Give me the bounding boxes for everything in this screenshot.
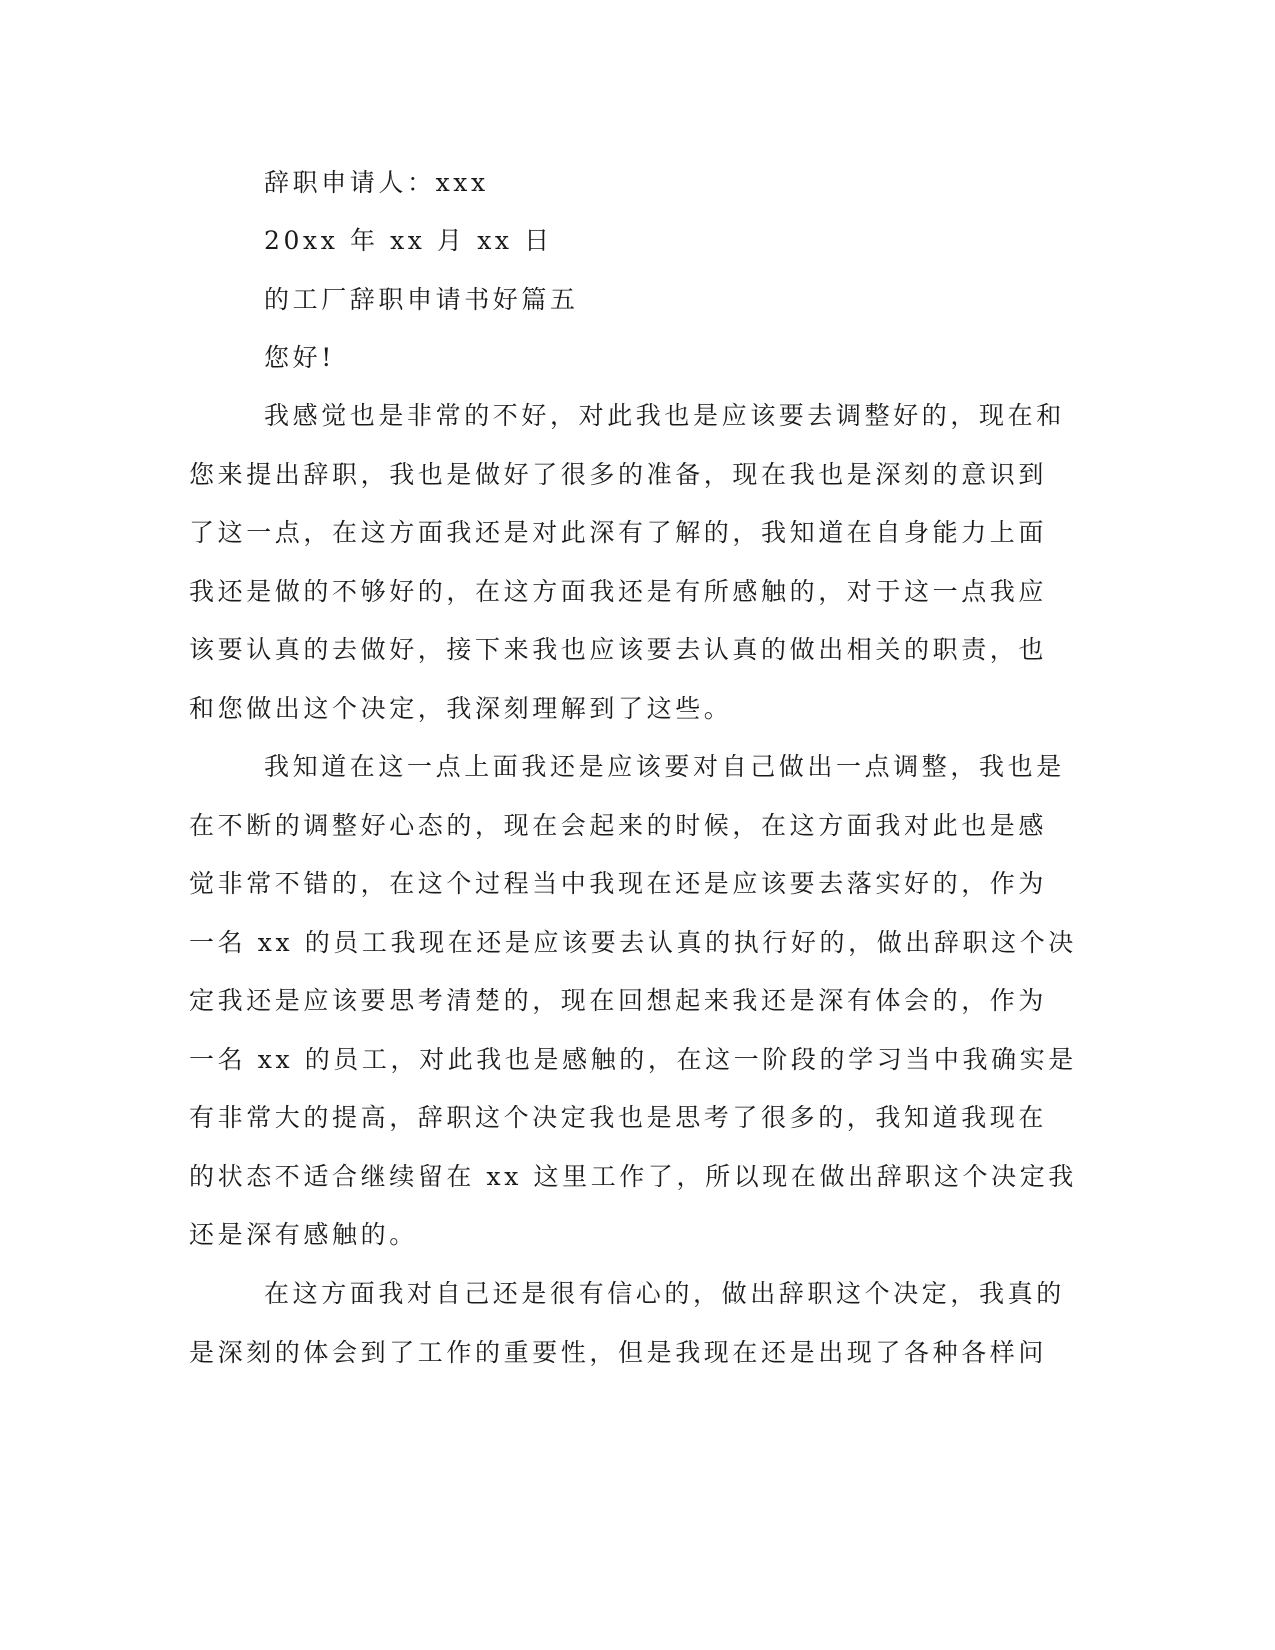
paragraph-2-line: 一名 xx 的员工我现在还是应该要去认真的执行好的，做出辞职这个决 xyxy=(189,928,1077,957)
paragraph-1-line: 该要认真的去做好，接下来我也应该要去认真的做出相关的职责，也 xyxy=(189,635,1048,664)
paragraph-1-line: 我还是做的不够好的，在这方面我还是有所感触的，对于这一点我应 xyxy=(189,577,1048,606)
paragraph-2-line: 有非常大的提高，辞职这个决定我也是思考了很多的，我知道我现在 xyxy=(189,1103,1048,1132)
date-line: 20xx 年 xx 月 xx 日 xyxy=(264,226,553,255)
paragraph-2-line: 定我还是应该要思考清楚的，现在回想起来我还是深有体会的，作为 xyxy=(189,986,1048,1015)
paragraph-2-line: 一名 xx 的员工，对此我也是感触的，在这一阶段的学习当中我确实是 xyxy=(189,1045,1077,1074)
paragraph-3-line: 在这方面我对自己还是很有信心的，做出辞职这个决定，我真的 xyxy=(264,1279,1065,1308)
paragraph-2-line: 在不断的调整好心态的，现在会起来的时候，在这方面我对此也是感 xyxy=(189,811,1048,840)
paragraph-2-line: 我知道在这一点上面我还是应该要对自己做出一点调整，我也是 xyxy=(264,752,1065,781)
paragraph-2-line: 还是深有感触的。 xyxy=(189,1220,418,1249)
greeting: 您好! xyxy=(264,343,335,372)
section-heading: 的工厂辞职申请书好篇五 xyxy=(264,285,579,314)
paragraph-1-line: 了这一点，在这方面我还是对此深有了解的，我知道在自身能力上面 xyxy=(189,518,1048,547)
paragraph-3-line: 是深刻的体会到了工作的重要性，但是我现在还是出现了各种各样问 xyxy=(189,1338,1048,1367)
paragraph-1-line: 您来提出辞职，我也是做好了很多的准备，现在我也是深刻的意识到 xyxy=(189,460,1048,489)
signature-line: 辞职申请人：xxx xyxy=(264,168,489,197)
paragraph-1-line: 我感觉也是非常的不好，对此我也是应该要去调整好的，现在和 xyxy=(264,401,1065,430)
paragraph-1-line: 和您做出这个决定，我深刻理解到了这些。 xyxy=(189,694,733,723)
paragraph-2-line: 觉非常不错的，在这个过程当中我现在还是应该要去落实好的，作为 xyxy=(189,869,1048,898)
paragraph-2-line: 的状态不适合继续留在 xx 这里工作了，所以现在做出辞职这个决定我 xyxy=(189,1162,1077,1191)
